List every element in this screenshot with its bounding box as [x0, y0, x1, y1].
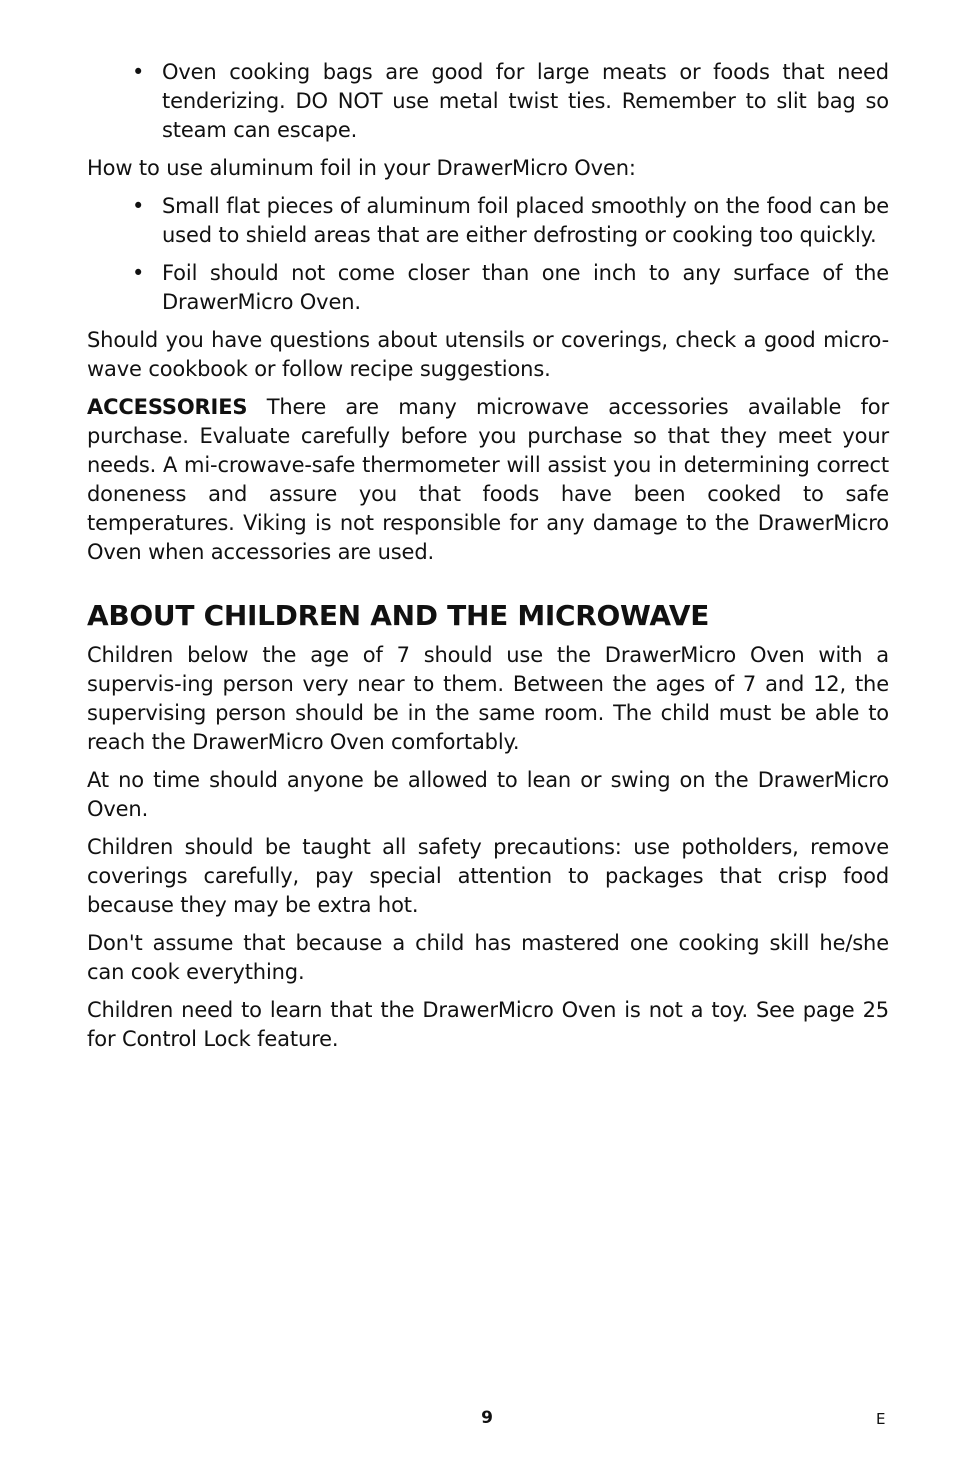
bullet-icon: • — [132, 194, 145, 218]
bullet-icon: • — [132, 261, 145, 285]
cooking-bags-list — [87, 58, 889, 145]
page-number: 9 — [481, 1408, 493, 1428]
children-paragraph: Children below the age of 7 should use the DrawerMicro Oven with a supervis-ing person very near to them. Between the ages of 7 and 12, the supervising person should be in the same room. The child must be able to reach the DrawerMicro Oven comfortably. — [87, 643, 889, 754]
aluminum-foil-list — [87, 192, 889, 317]
foil-intro-text: How to use aluminum foil in your DrawerMicro Oven: — [87, 156, 636, 180]
bullet-icon: • — [132, 60, 145, 84]
list-item — [87, 259, 889, 317]
manual-page-body — [87, 58, 889, 1063]
accessories-lead: ACCESSORIES — [87, 395, 248, 419]
children-paragraph: Don't assume that because a child has mastered one cooking skill he/she can cook everything. — [87, 931, 889, 984]
accessories-text: There are many microwave accessories available for purchase. Evaluate carefully before you purchase so that they meet your needs. A mi-crowave-safe thermometer will assist you in determining correct doneness and assure you that foods have been cooked to safe temperatures. Viking is not responsible for any damage to the DrawerMicro Oven when accessories are used. — [87, 395, 889, 564]
section-heading: ABOUT CHILDREN AND THE MICROWAVE — [87, 599, 710, 632]
children-paragraph: Children should be taught all safety precautions: use potholders, remove coverings carefully, pay special attention to packages that crisp food because they may be extra hot. — [87, 835, 889, 917]
list-item-text: Small flat pieces of aluminum foil placed smoothly on the food can be used to shield areas that are either defrosting or cooking too quickly. — [162, 194, 889, 247]
children-paragraph: At no time should anyone be allowed to lean or swing on the DrawerMicro Oven. — [87, 768, 889, 821]
utensils-paragraph: Should you have questions about utensils or coverings, check a good micro-wave cookbook or follow recipe suggestions. — [87, 328, 889, 381]
children-paragraph: Children need to learn that the DrawerMicro Oven is not a toy. See page 25 for Control Lock feature. — [87, 998, 889, 1051]
list-item-text: Oven cooking bags are good for large meats or foods that need tenderizing. DO NOT use metal twist ties. Remember to slit bag so steam can escape. — [162, 60, 889, 142]
language-marker: E — [876, 1410, 886, 1428]
list-item-text: Foil should not come closer than one inch to any surface of the DrawerMicro Oven. — [162, 261, 889, 314]
list-item — [87, 192, 889, 250]
accessories-paragraph — [87, 393, 889, 567]
list-item — [87, 58, 889, 145]
